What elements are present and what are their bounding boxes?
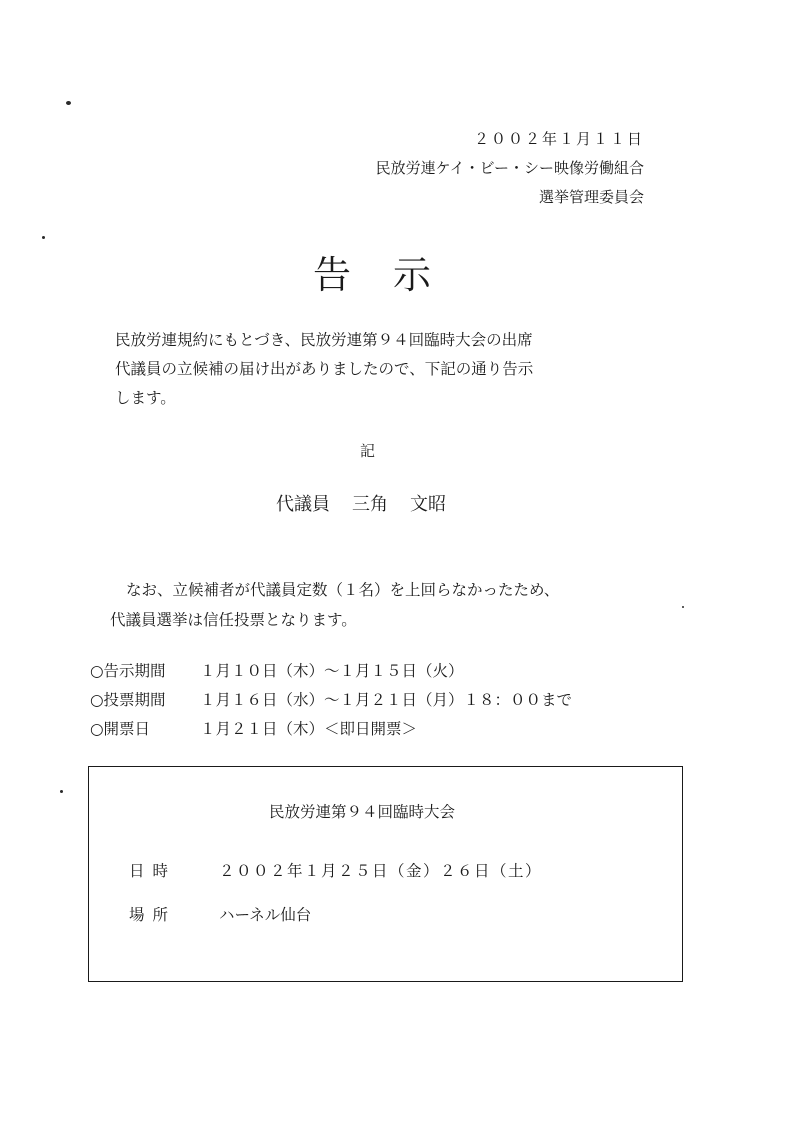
ki-heading: 記 [360, 442, 376, 460]
note-line: なお、立候補者が代議員定数（１名）を上回らなかったため、 [126, 581, 560, 599]
event-place-row [129, 903, 311, 925]
schedule-value: １月１０日（木）～１月１５日（火） [200, 662, 464, 680]
event-title: 民放労連第９４回臨時大会 [269, 803, 456, 821]
scan-speck [60, 790, 63, 793]
delegate-surname: 三角 [352, 494, 388, 515]
event-date-label: 日時 [129, 862, 177, 880]
note-paragraph [110, 575, 559, 635]
event-date-value: ２００２年１月２５日（金）２６日（土） [219, 862, 543, 880]
event-place-label: 場所 [129, 906, 177, 924]
event-date-row [129, 859, 542, 881]
issue-date: ２００２年１月１１日 [473, 130, 644, 148]
announcement-line: 代議員の立候補の届け出がありましたので、下記の通り告示 [115, 360, 534, 378]
schedule-row [90, 688, 572, 710]
delegate-line [276, 490, 446, 516]
announcement-paragraph [115, 326, 615, 413]
delegate-given-name: 文昭 [410, 494, 446, 515]
announcement-line: します。 [115, 389, 176, 407]
event-place-value: ハーネル仙台 [219, 906, 312, 924]
note-line: 代議員選挙は信任投票となります。 [110, 611, 357, 629]
schedule-row [90, 659, 464, 681]
schedule-label: ○開票日 [90, 720, 151, 738]
scan-speck [66, 101, 71, 105]
schedule-row [90, 717, 417, 739]
announcement-line: 民放労連規約にもとづき、民放労連第９４回臨時大会の出席 [115, 331, 533, 349]
schedule-label: ○告示期間 [90, 662, 166, 680]
schedule-value: １月１６日（水）～１月２１日（月）１８：００まで [200, 691, 573, 709]
union-name: 民放労連ケイ・ビー・シー映像労働組合 [375, 159, 644, 177]
scan-speck [42, 236, 45, 239]
schedule-value: １月２１日（木）＜即日開票＞ [200, 720, 418, 738]
schedule-label: ○投票期間 [90, 691, 166, 709]
committee-name: 選挙管理委員会 [538, 188, 644, 206]
notice-title: 告示 [313, 253, 474, 297]
delegate-role: 代議員 [276, 494, 330, 515]
event-info-box [88, 766, 683, 982]
scan-speck [682, 606, 684, 608]
